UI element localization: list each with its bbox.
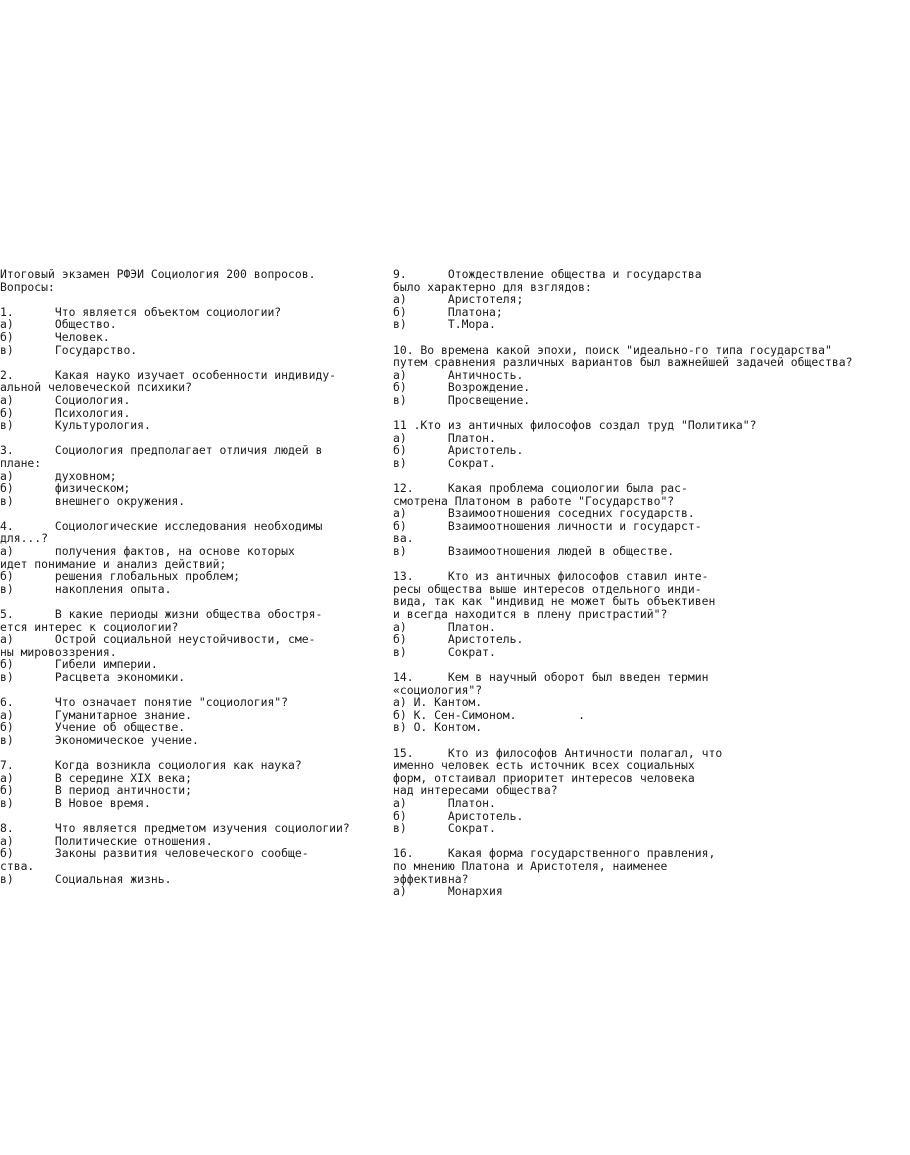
answer-option: а) Социология. bbox=[0, 392, 131, 407]
answer-option: б) Возрождение. bbox=[393, 380, 531, 395]
question-continuation: над интересами общества? bbox=[393, 783, 558, 798]
question-continuation: ресы общества выше интересов отдельного инди- bbox=[393, 581, 702, 596]
question-3: 3. Социология предполагает отличия людей в bbox=[0, 443, 323, 458]
answer-option: а) Платон. bbox=[393, 430, 496, 445]
answer-option: б) Психология. bbox=[0, 405, 131, 420]
answer-option: в) Расцвета экономики. bbox=[0, 670, 186, 684]
question-9: 9. Отождествление общества и государства bbox=[393, 268, 702, 281]
answer-option: в) Сократ. bbox=[393, 455, 496, 470]
answer-option: в) Культурология. bbox=[0, 418, 151, 433]
question-8: 8. Что является предметом изучения социологии? bbox=[0, 821, 350, 836]
document-subtitle: Вопросы: bbox=[0, 279, 55, 294]
answer-option: а) Политические отношения. bbox=[0, 833, 213, 848]
answer-option: в) В Новое время. bbox=[0, 795, 151, 810]
answer-option: в) Сократ. bbox=[393, 644, 496, 659]
answer-option: а) В середине XIX века; bbox=[0, 770, 193, 785]
answer-option: б) физическом; bbox=[0, 481, 131, 496]
answer-option: а) Античность. bbox=[393, 367, 524, 382]
answer-option: в) Государство. bbox=[0, 342, 138, 357]
answer-option: б) Учение об обществе. bbox=[0, 720, 186, 735]
blank-line bbox=[393, 331, 910, 344]
question-4: 4. Социологические исследования необходимы bbox=[0, 518, 323, 533]
answer-option: а) Взаимоотношения соседних государств. bbox=[393, 506, 695, 521]
document-title: Итоговый экзамен РФЭИ Социология 200 вопросов. bbox=[0, 268, 316, 281]
question-1: 1. Что является объектом социологии? bbox=[0, 304, 282, 319]
answer-option: а) Острой социальной неустойчивости, сме- bbox=[0, 632, 316, 647]
question-continuation: форм, отстаивал приоритет интересов человека bbox=[393, 770, 695, 785]
question-5: 5. В какие периоды жизни общества обостря- bbox=[0, 607, 323, 622]
question-2: 2. Какая науко изучает особенности индивиду- bbox=[0, 367, 337, 382]
answer-option: б) Аристотель. bbox=[393, 632, 524, 647]
question-16: 16. Какая форма государственного правления, bbox=[393, 846, 716, 861]
answer-option: а) духовном; bbox=[0, 468, 117, 483]
answer-option: б) Аристотель. bbox=[393, 808, 524, 823]
question-continuation: смотрена Платоном в работе "Государство"? bbox=[393, 493, 675, 508]
answer-option: б) Аристотель. bbox=[393, 443, 524, 458]
answer-option: в) накопления опыта. bbox=[0, 581, 172, 596]
answer-option: в) Взаимоотношения людей в обществе. bbox=[393, 544, 675, 559]
question-continuation: и всегда находится в плену пристрастий"? bbox=[393, 607, 668, 622]
question-13: 13. Кто из античных философов ставил инте- bbox=[393, 569, 709, 584]
question-14: 14. Кем в научный оборот был введен термин bbox=[393, 670, 709, 684]
question-11: 11 .Кто из античных философов создал труд "Политика"? bbox=[393, 418, 757, 433]
answer-option: в) О. Контом. bbox=[393, 720, 483, 735]
question-continuation: «социология"? bbox=[393, 682, 483, 697]
right-column bbox=[393, 268, 910, 898]
question-continuation: по мнению Платона и Аристотеля, наименее bbox=[393, 858, 668, 873]
answer-option: а) Гуманитарное знание. bbox=[0, 707, 193, 722]
answer-option: б) Человек. bbox=[0, 329, 110, 344]
question-continuation: эффективна? bbox=[393, 871, 469, 886]
answer-continuation: ны мировоззрения. bbox=[0, 644, 117, 659]
question-10: 10. Во времена какой эпохи, поиск "идеально-го типа государства" bbox=[393, 342, 832, 357]
question-continuation: плане: bbox=[0, 455, 42, 470]
blank-line bbox=[393, 734, 910, 747]
question-12: 12. Какая проблема социологии была рас- bbox=[393, 481, 688, 496]
answer-option: б) Платона; bbox=[393, 304, 503, 319]
answer-option: в) Т.Мора. bbox=[393, 317, 496, 332]
answer-option: а) Аристотеля; bbox=[393, 292, 524, 307]
document-page bbox=[0, 268, 910, 898]
answer-option: в) внешнего окружения. bbox=[0, 493, 186, 508]
question-continuation: ется интерес к социологии? bbox=[0, 619, 179, 634]
question-7: 7. Когда возникла социология как наука? bbox=[0, 758, 302, 773]
answer-option: б) Гибели империи. bbox=[0, 657, 158, 672]
answer-option: а) Платон. bbox=[393, 619, 496, 634]
answer-continuation: ства. bbox=[0, 858, 35, 873]
question-continuation: для...? bbox=[0, 531, 49, 546]
blank-line bbox=[0, 507, 392, 520]
question-15: 15. Кто из философов Античности полагал, что bbox=[393, 745, 723, 760]
answer-option: в) Социальная жизнь. bbox=[0, 871, 172, 886]
question-continuation: вида, так как "индивид не может быть объективен bbox=[393, 594, 716, 609]
answer-option: а) Общество. bbox=[0, 317, 117, 332]
answer-option: б) Взаимоотношения личности и государст- bbox=[393, 518, 702, 533]
answer-option: а) Монархия bbox=[393, 884, 503, 898]
answer-option: а) получения фактов, на основе которых bbox=[0, 544, 295, 559]
answer-continuation: идет понимание и анализ действий; bbox=[0, 556, 227, 571]
answer-option: б) решения глобальных проблем; bbox=[0, 569, 241, 584]
left-column bbox=[0, 268, 392, 885]
blank-line bbox=[0, 293, 392, 306]
question-continuation: было характерно для взглядов: bbox=[393, 279, 592, 294]
question-continuation: путем сравнения различных вариантов был важнейшей задачей общества? bbox=[393, 355, 853, 370]
answer-option: в) Просвещение. bbox=[393, 392, 531, 407]
answer-option: б) Законы развития человеческого сообще- bbox=[0, 846, 309, 861]
answer-option: в) Сократ. bbox=[393, 821, 496, 836]
answer-option: б) В период античности; bbox=[0, 783, 193, 798]
answer-option: а) И. Кантом. bbox=[393, 695, 483, 710]
question-6: 6. Что означает понятие "социология"? bbox=[0, 695, 289, 710]
answer-option: в) Экономическое учение. bbox=[0, 732, 199, 747]
blank-line bbox=[0, 356, 392, 369]
question-continuation: именно человек есть источник всех социальных bbox=[393, 758, 695, 773]
answer-continuation: ва. bbox=[393, 531, 414, 546]
question-continuation: альной человеческой психики? bbox=[0, 380, 193, 395]
answer-option: б) К. Сен-Симоном. . bbox=[393, 707, 586, 722]
answer-option: а) Платон. bbox=[393, 795, 496, 810]
